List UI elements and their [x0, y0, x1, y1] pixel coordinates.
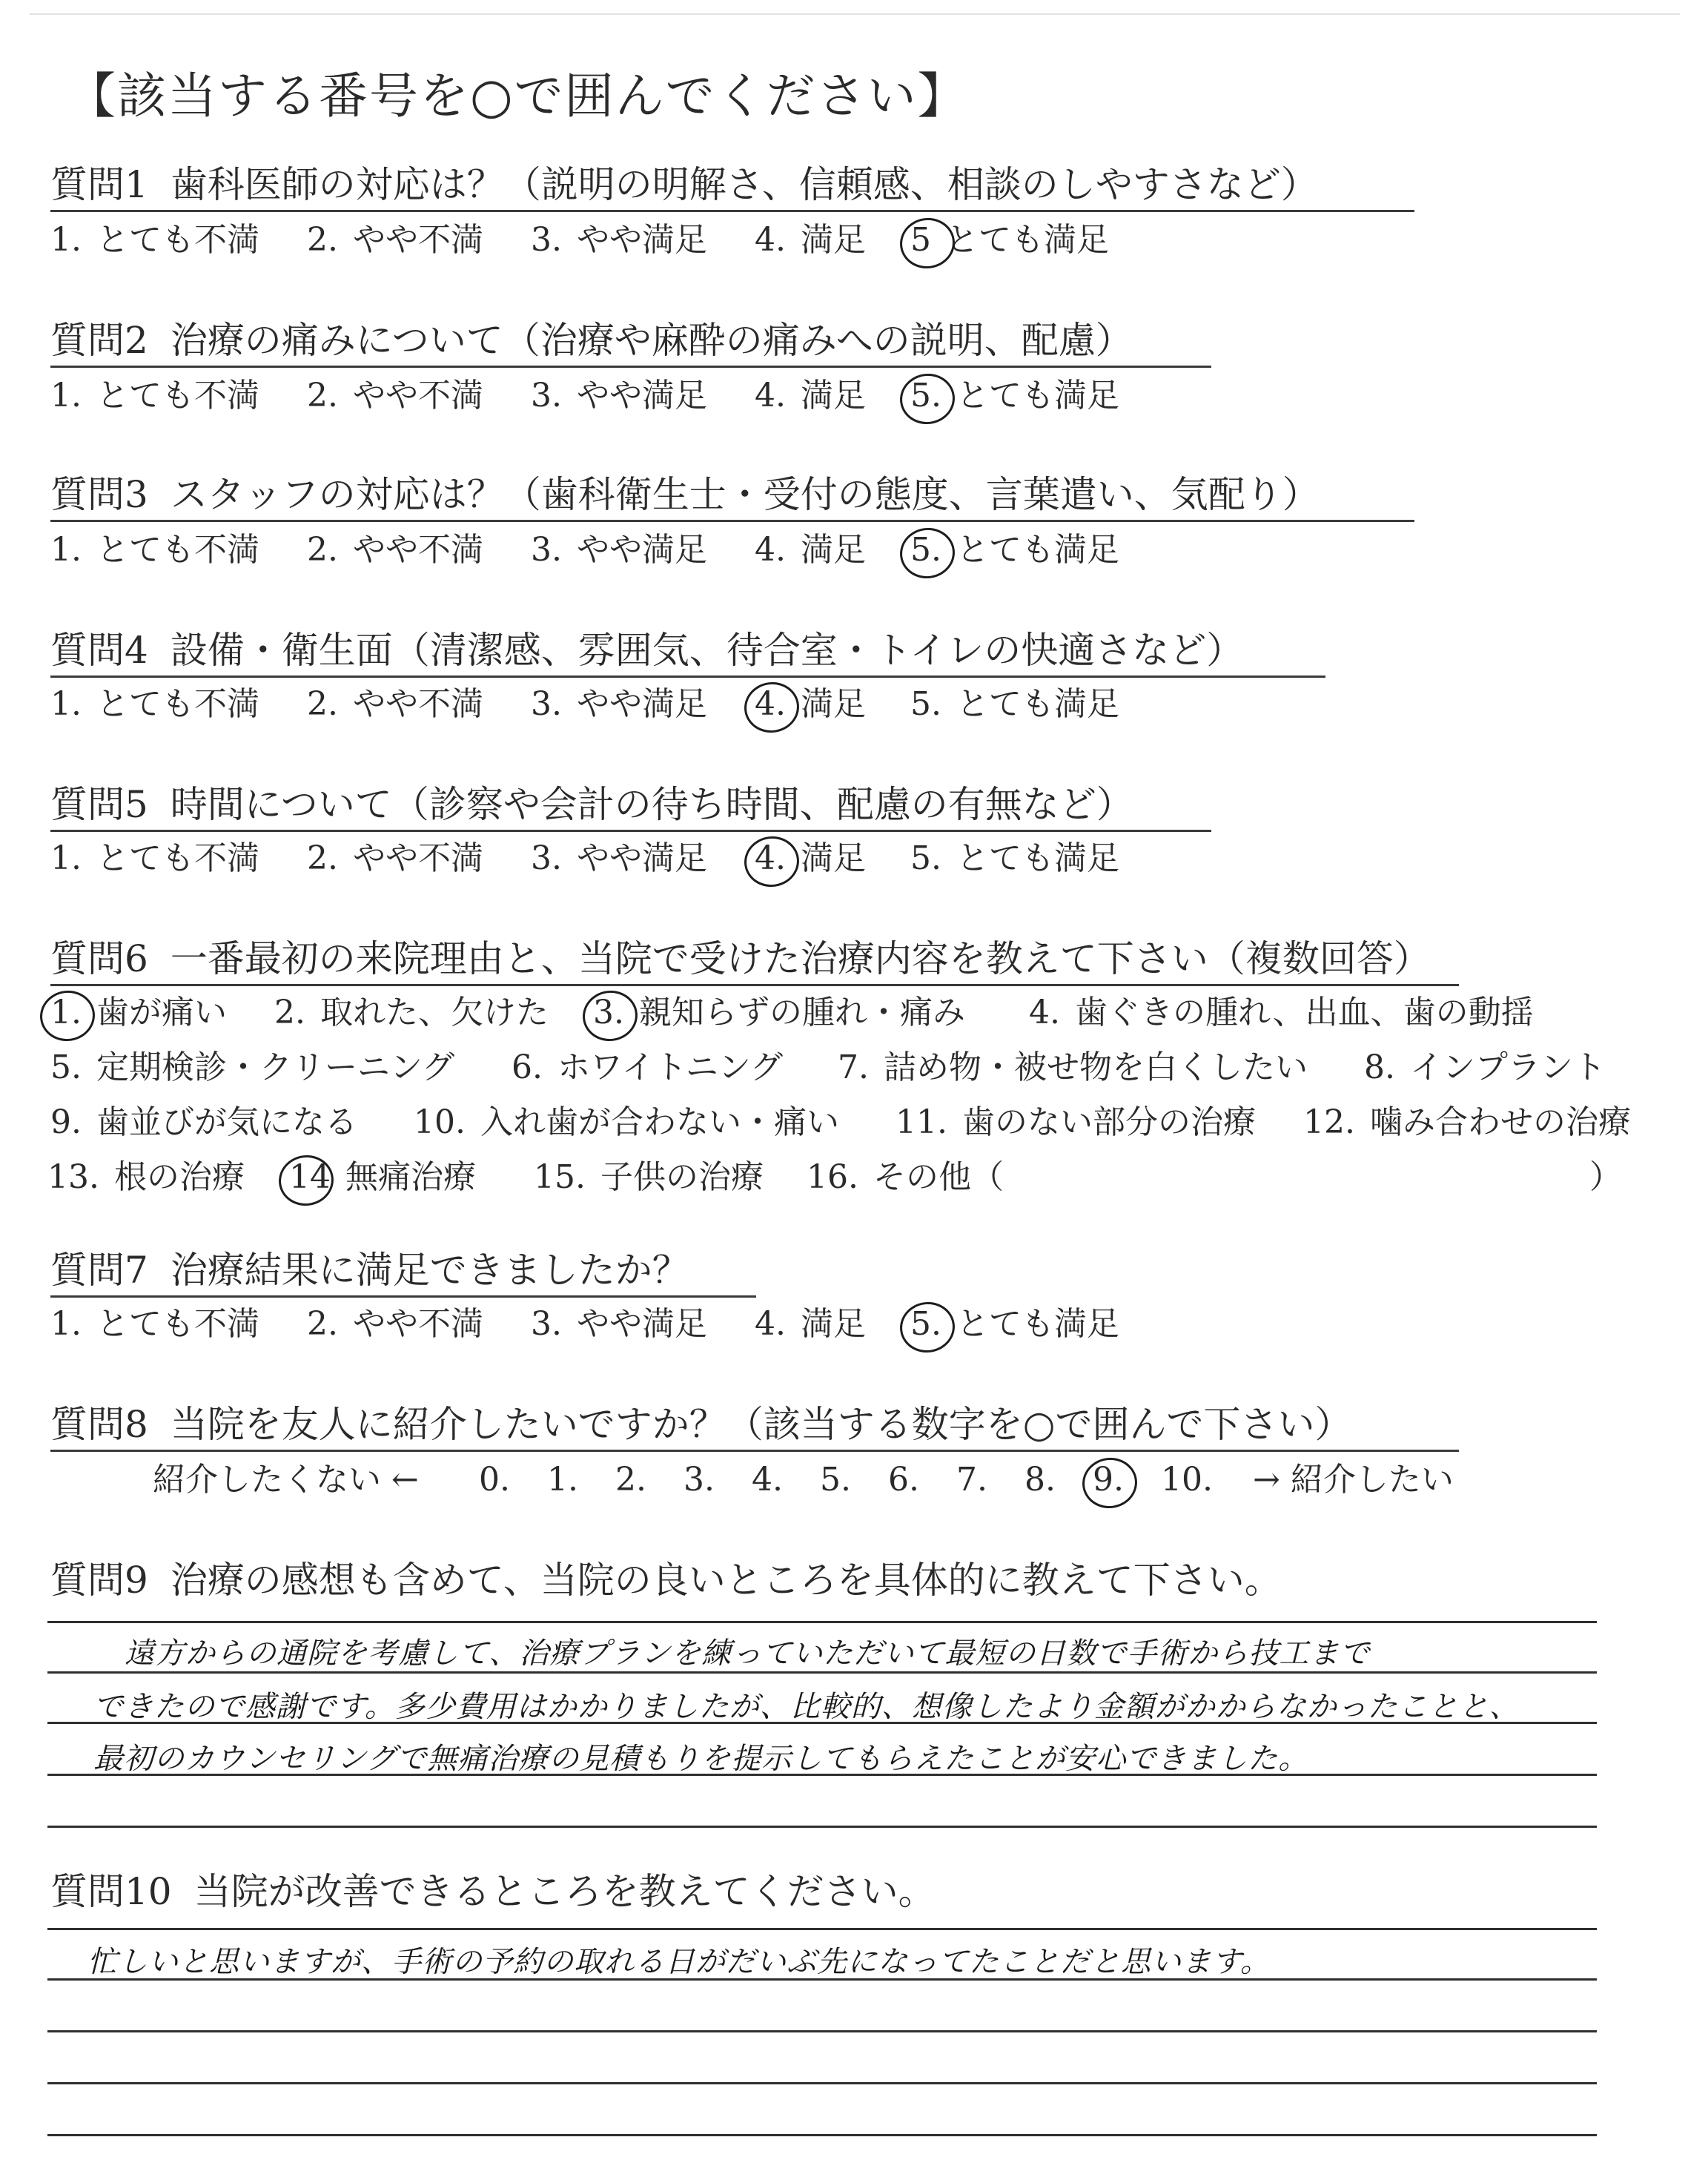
q8-right-label: → 紹介したい: [1253, 1461, 1454, 1499]
question-1-title: [50, 162, 1318, 212]
question-4-label: 質問4: [50, 629, 148, 672]
question-10-label: 質問10: [50, 1870, 172, 1913]
question-7-title: [50, 1247, 689, 1298]
q1-option-4[interactable]: 4. 満足: [755, 221, 866, 259]
q6-option-8[interactable]: 8. インプラント: [1364, 1048, 1606, 1086]
q5-option-5[interactable]: 5. とても満足: [910, 839, 1119, 877]
q7-option-1[interactable]: 1. とても不満: [50, 1305, 259, 1343]
q2-option-4[interactable]: 4. 満足: [755, 377, 866, 415]
q9-answer-line-5: [47, 1826, 1597, 1828]
q8-scale-0[interactable]: 0.: [479, 1461, 510, 1499]
question-8-label: 質問8: [50, 1403, 148, 1446]
question-2-label: 質問2: [50, 319, 148, 362]
question-3-text: スタッフの対応は？（歯科衛生士・受付の態度、言葉遣い、気配り）: [170, 473, 1320, 516]
q4-option-5[interactable]: 5. とても満足: [910, 685, 1119, 723]
question-7-text: 治療結果に満足できましたか？: [170, 1249, 689, 1292]
q2-option-1[interactable]: 1. とても不満: [50, 377, 259, 415]
q3-option-1[interactable]: 1. とても不満: [50, 531, 259, 569]
q8-scale-4[interactable]: 4.: [752, 1461, 783, 1499]
question-6-title: [50, 936, 1431, 986]
q8-scale-7[interactable]: 7.: [956, 1461, 987, 1499]
q8-scale-2[interactable]: 2.: [615, 1461, 646, 1499]
question-8-title: [50, 1401, 1351, 1452]
q4-option-3[interactable]: 3. やや満足: [531, 685, 707, 723]
q6-option-7[interactable]: 7. 詰め物・被せ物を白くしたい: [838, 1048, 1308, 1086]
q10-answer-line-3: [47, 2030, 1597, 2032]
q1-option-5-selected[interactable]: 5 とても満足: [910, 218, 1109, 262]
question-2-title: [50, 317, 1133, 368]
q10-handwritten-1: 忙しいと思いますが、手術の予約の取れる日がだいぶ先になってたことだと思います。: [87, 1945, 1271, 1979]
question-3-label: 質問3: [50, 473, 148, 516]
question-6-underline: [50, 984, 1459, 986]
q7-option-2[interactable]: 2. やや不満: [307, 1305, 483, 1343]
question-5-underline: [50, 830, 1211, 832]
q8-scale-9-selected[interactable]: 9.: [1093, 1458, 1124, 1502]
form-header: 【該当する番号を○で囲んでください】: [67, 67, 968, 125]
question-1-label: 質問1: [50, 163, 148, 206]
question-3-underline: [50, 520, 1414, 522]
q6-option-16-other[interactable]: 16. その他（: [807, 1158, 1004, 1196]
question-5-label: 質問5: [50, 783, 148, 826]
top-rule: [30, 13, 1680, 15]
q4-option-1[interactable]: 1. とても不満: [50, 685, 259, 723]
question-9-text: 治療の感想も含めて、当院の良いところを具体的に教えて下さい。: [170, 1559, 1282, 1602]
q6-option-15[interactable]: 15. 子供の治療: [534, 1158, 764, 1196]
q9-answer-line-1: [47, 1621, 1597, 1623]
q6-option-13[interactable]: 13. 根の治療: [47, 1158, 245, 1196]
question-2-underline: [50, 366, 1211, 368]
q10-answer-line-5: [47, 2134, 1597, 2136]
q6-option-5[interactable]: 5. 定期検診・クリーニング: [50, 1048, 455, 1086]
q9-handwritten-3: 最初のカウンセリングで無痛治療の見積もりを提示してもらえたことが安心できました。: [93, 1742, 1309, 1776]
question-6-text: 一番最初の来院理由と、当院で受けた治療内容を教えて下さい（複数回答）: [170, 937, 1431, 980]
q6-option-4[interactable]: 4. 歯ぐきの腫れ、出血、歯の動揺: [1029, 994, 1534, 1031]
q4-option-2[interactable]: 2. やや不満: [307, 685, 483, 723]
q10-answer-line-4: [47, 2082, 1597, 2084]
question-5-text: 時間について（診察や会計の待ち時間、配慮の有無など）: [170, 783, 1133, 826]
question-1-text: 歯科医師の対応は？（説明の明解さ、信頼感、相談のしやすさなど）: [170, 163, 1318, 206]
q6-option-10[interactable]: 10. 入れ歯が合わない・痛い: [414, 1103, 839, 1141]
question-7-underline: [50, 1295, 756, 1298]
question-5-title: [50, 782, 1133, 832]
q7-option-5-selected[interactable]: 5. とても満足: [910, 1302, 1119, 1347]
question-4-underline: [50, 676, 1325, 678]
question-9-title: [50, 1557, 1282, 1608]
question-4-text: 設備・衛生面（清潔感、雰囲気、待合室・トイレの快適さなど）: [170, 629, 1244, 672]
q8-scale-6[interactable]: 6.: [888, 1461, 919, 1499]
q6-option-11[interactable]: 11. 歯のない部分の治療: [896, 1103, 1256, 1141]
q6-other-close-paren: ）: [1589, 1158, 1622, 1196]
question-7-label: 質問7: [50, 1249, 148, 1292]
q2-option-5-selected[interactable]: 5. とても満足: [910, 374, 1119, 418]
q6-option-2[interactable]: 2. 取れた、欠けた: [274, 994, 549, 1031]
q2-option-3[interactable]: 3. やや満足: [531, 377, 707, 415]
question-4-title: [50, 627, 1243, 678]
question-3-title: [50, 472, 1320, 522]
q1-option-3[interactable]: 3. やや満足: [531, 221, 707, 259]
q6-option-3-selected[interactable]: 3. 親知らずの腫れ・痛み: [593, 991, 965, 1035]
q7-option-3[interactable]: 3. やや満足: [531, 1305, 707, 1343]
q5-option-3[interactable]: 3. やや満足: [531, 839, 707, 877]
q5-option-1[interactable]: 1. とても不満: [50, 839, 259, 877]
q8-scale-8[interactable]: 8.: [1025, 1461, 1056, 1499]
q6-option-14-selected[interactable]: 14 無痛治療: [289, 1155, 476, 1200]
q8-scale-10[interactable]: 10.: [1161, 1461, 1213, 1499]
question-8-underline: [50, 1450, 1459, 1452]
q8-left-label: 紹介したくない ←: [153, 1461, 419, 1499]
q9-handwritten-2: できたので感謝です。多少費用はかかりましたが、比較的、想像したより金額がかからなかったことと、: [93, 1690, 1520, 1724]
q6-option-6[interactable]: 6. ホワイトニング: [512, 1048, 784, 1086]
q3-option-2[interactable]: 2. やや不満: [307, 531, 483, 569]
question-9-label: 質問9: [50, 1559, 148, 1602]
q8-scale-3[interactable]: 3.: [683, 1461, 715, 1499]
q9-handwritten-1: 遠方からの通院を考慮して、治療プランを練っていただいて最短の日数で手術から技工まで: [125, 1636, 1371, 1671]
question-8-text: 当院を友人に紹介したいですか？（該当する数字を○で囲んで下さい）: [170, 1403, 1352, 1446]
q6-option-9[interactable]: 9. 歯並びが気になる: [50, 1103, 357, 1141]
q8-scale-5[interactable]: 5.: [820, 1461, 851, 1499]
question-6-label: 質問6: [50, 937, 148, 980]
question-10-text: 当院が改善できるところを教えてください。: [193, 1870, 936, 1913]
q7-option-4[interactable]: 4. 満足: [755, 1305, 866, 1343]
q2-option-2[interactable]: 2. やや不満: [307, 377, 483, 415]
q5-option-4-selected[interactable]: 4. 満足: [755, 836, 866, 881]
q8-scale-1[interactable]: 1.: [547, 1461, 578, 1499]
question-10-title: [50, 1869, 936, 1919]
q10-answer-line-1: [47, 1928, 1597, 1930]
q4-option-4-selected[interactable]: 4. 満足: [755, 682, 866, 727]
q1-option-2[interactable]: 2. やや不満: [307, 221, 483, 259]
q3-option-5-selected[interactable]: 5. とても満足: [910, 528, 1119, 572]
q1-option-1[interactable]: 1. とても不満: [50, 221, 259, 259]
q6-option-1-selected[interactable]: 1. 歯が痛い: [50, 991, 227, 1035]
q3-option-3[interactable]: 3. やや満足: [531, 531, 707, 569]
question-2-text: 治療の痛みについて（治療や麻酔の痛みへの説明、配慮）: [170, 319, 1133, 362]
q3-option-4[interactable]: 4. 満足: [755, 531, 866, 569]
q6-option-12[interactable]: 12. 噛み合わせの治療: [1303, 1103, 1631, 1141]
q5-option-2[interactable]: 2. やや不満: [307, 839, 483, 877]
question-1-underline: [50, 210, 1414, 212]
